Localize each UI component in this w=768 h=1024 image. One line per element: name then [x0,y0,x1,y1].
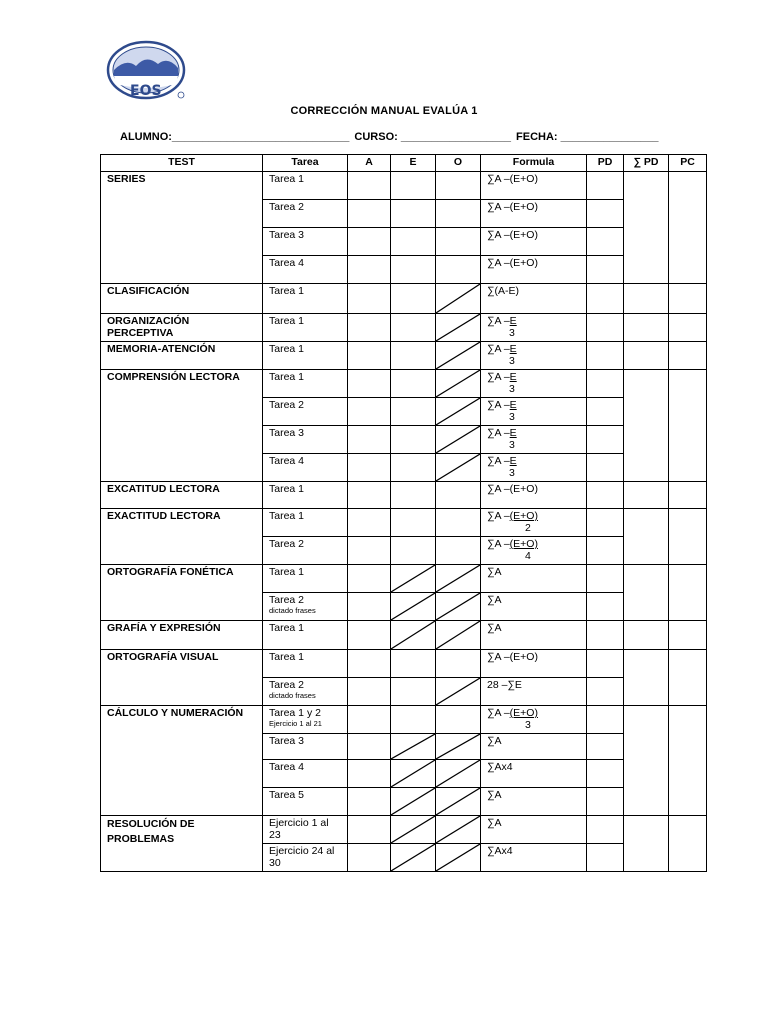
cell-a[interactable] [348,844,391,872]
diagonal-slash [391,844,435,871]
table-row [101,509,707,537]
test-name: MEMORIA-ATENCIÓN [101,342,263,370]
formula: ∑A –(E+O) [481,650,587,678]
task-name: Tarea 1 [263,370,348,398]
cell-a[interactable] [348,816,391,844]
formula: ∑A [481,734,587,760]
cell-e-crossed [391,816,436,844]
cell-e-crossed [391,734,436,760]
cell-pd[interactable] [587,314,624,342]
table-row [101,370,707,398]
formula: ∑A –E 3 [481,342,587,370]
cell-pc[interactable] [669,482,707,509]
cell-e-crossed [391,565,436,593]
cell-pd[interactable] [587,706,624,734]
cell-pd[interactable] [587,650,624,678]
diagonal-slash [436,314,480,341]
cell-e-crossed [391,844,436,872]
cell-sum-pd[interactable] [624,621,669,650]
test-name: GRAFÍA Y EXPRESIÓN [101,621,263,650]
formula: ∑A [481,816,587,844]
cell-pd[interactable] [587,482,624,509]
cell-pd[interactable] [587,844,624,872]
task-name: Tarea 1 [263,482,348,509]
cell-a[interactable] [348,678,391,706]
formula: ∑A –E 3 [481,370,587,398]
correction-table [100,154,707,872]
task-name: Tarea 1 [263,509,348,537]
cell-pc[interactable] [669,565,707,621]
cell-o-crossed [436,454,481,482]
diagonal-slash [436,342,480,369]
table-row [101,284,707,314]
cell-pd[interactable] [587,284,624,314]
cell-pd[interactable] [587,593,624,621]
cell-sum-pd[interactable] [624,314,669,342]
task-name: Tarea 1 [263,565,348,593]
cell-o-crossed [436,621,481,650]
cell-o[interactable] [436,256,481,284]
task-name: Tarea 3 [263,228,348,256]
table-row [101,172,707,200]
cell-e[interactable] [391,342,436,370]
cell-pd[interactable] [587,678,624,706]
formula: ∑Ax4 [481,760,587,788]
cell-o[interactable] [436,650,481,678]
table-row [101,482,707,509]
formula: ∑A –E 3 [481,426,587,454]
student-info-line [120,131,661,143]
col-header-formula: Formula [481,155,587,172]
cell-o-crossed [436,816,481,844]
cell-o-crossed [436,398,481,426]
cell-e[interactable] [391,228,436,256]
col-header-pc: PC [669,155,707,172]
cell-a[interactable] [348,706,391,734]
cell-sum-pd[interactable] [624,482,669,509]
formula: ∑A [481,593,587,621]
cell-a[interactable] [348,734,391,760]
cell-pd[interactable] [587,565,624,593]
diagonal-slash [391,621,435,649]
cell-e[interactable] [391,370,436,398]
formula: ∑A –(E+O) [481,228,587,256]
diagonal-slash [391,788,435,815]
cell-pc[interactable] [669,314,707,342]
alumno-field[interactable]: ALUMNO:_____________________________ [120,131,350,143]
cell-o-crossed [436,426,481,454]
cell-o-crossed [436,284,481,314]
test-name: ORTOGRAFÍA FONÉTICA [101,565,263,621]
cell-a[interactable] [348,200,391,228]
cell-o-crossed [436,593,481,621]
formula: ∑A [481,621,587,650]
task-subtitle: dictado frases [269,691,316,700]
col-header-sum-pd: ∑ PD [624,155,669,172]
test-name: ORGANIZACIÓN PERCEPTIVA [101,314,263,342]
diagonal-slash [436,816,480,843]
task-name: Tarea 5 [263,788,348,816]
test-name: RESOLUCIÓN DE PROBLEMAS [101,816,263,872]
task-name: Tarea 3 [263,426,348,454]
task-name: Tarea 4 [263,256,348,284]
cell-e[interactable] [391,284,436,314]
eos-logo [106,40,190,106]
cell-e[interactable] [391,314,436,342]
formula: ∑A [481,788,587,816]
cell-a[interactable] [348,760,391,788]
diagonal-slash [436,844,480,871]
curso-field[interactable]: CURSO: __________________ [354,131,511,143]
task-subtitle: Ejercicio 1 al 21 [269,719,322,728]
task-name: Tarea 1 [263,284,348,314]
diagonal-slash [436,370,480,397]
cell-a[interactable] [348,509,391,537]
table-row [101,314,707,342]
table-header-row [101,155,707,172]
table-row [101,816,707,844]
formula: ∑A –(E+O) [481,482,587,509]
cell-o[interactable] [436,228,481,256]
task-name: Ejercicio 24 al 30 [263,844,348,872]
cell-pc[interactable] [669,650,707,706]
table-row [101,650,707,678]
cell-e-crossed [391,593,436,621]
task-name: Tarea 1 [263,650,348,678]
svg-text:EOS: EOS [130,83,162,99]
formula: ∑A –(E+O) [481,256,587,284]
cell-a[interactable] [348,426,391,454]
cell-e[interactable] [391,678,436,706]
cell-a[interactable] [348,593,391,621]
cell-o-crossed [436,314,481,342]
formula: ∑A –(E+O) [481,200,587,228]
task-name: Tarea 1 [263,172,348,200]
task-name: Tarea 1 y 2 Ejercicio 1 al 21 [263,706,348,734]
fecha-field[interactable]: FECHA: ________________ [516,131,659,143]
diagonal-slash [391,565,435,592]
cell-e[interactable] [391,200,436,228]
cell-pd[interactable] [587,760,624,788]
cell-sum-pd[interactable] [624,509,669,565]
col-header-tarea: Tarea [263,155,348,172]
task-name: Tarea 3 [263,734,348,760]
cell-pc[interactable] [669,706,707,816]
table-row [101,565,707,593]
cell-e-crossed [391,788,436,816]
cell-sum-pd[interactable] [624,342,669,370]
diagonal-slash [436,734,480,759]
diagonal-slash [436,454,480,481]
cell-pd[interactable] [587,370,624,398]
diagonal-slash [436,593,480,620]
cell-e[interactable] [391,482,436,509]
col-header-a: A [348,155,391,172]
cell-a[interactable] [348,342,391,370]
diagonal-slash [436,760,480,787]
cell-o-crossed [436,844,481,872]
task-name: Tarea 2 [263,200,348,228]
diagonal-slash [391,760,435,787]
cell-sum-pd[interactable] [624,650,669,706]
formula: ∑Ax4 [481,844,587,872]
cell-e[interactable] [391,650,436,678]
cell-a[interactable] [348,650,391,678]
cell-a[interactable] [348,482,391,509]
cell-pd[interactable] [587,228,624,256]
diagonal-slash [391,816,435,843]
table-row [101,342,707,370]
test-name: ORTOGRAFÍA VISUAL [101,650,263,706]
cell-pc[interactable] [669,172,707,284]
cell-pd[interactable] [587,426,624,454]
cell-a[interactable] [348,398,391,426]
cell-a[interactable] [348,537,391,565]
table-row [101,621,707,650]
formula: ∑A –E 3 [481,398,587,426]
cell-sum-pd[interactable] [624,284,669,314]
cell-pd[interactable] [587,621,624,650]
formula: ∑A –(E+O) 2 [481,509,587,537]
cell-sum-pd[interactable] [624,816,669,872]
test-name: EXCATITUD LECTORA [101,482,263,509]
cell-a[interactable] [348,621,391,650]
task-name: Tarea 1 [263,342,348,370]
cell-a[interactable] [348,172,391,200]
cell-e[interactable] [391,172,436,200]
cell-a[interactable] [348,565,391,593]
task-name: Ejercicio 1 al 23 [263,816,348,844]
test-name: EXACTITUD LECTORA [101,509,263,565]
col-header-o: O [436,155,481,172]
cell-o-crossed [436,788,481,816]
cell-e[interactable] [391,256,436,284]
diagonal-slash [436,426,480,453]
cell-pd[interactable] [587,342,624,370]
cell-o[interactable] [436,200,481,228]
cell-a[interactable] [348,256,391,284]
diagonal-slash [436,565,480,592]
diagonal-slash [436,621,480,649]
task-name: Tarea 1 [263,314,348,342]
cell-o[interactable] [436,706,481,734]
cell-pd[interactable] [587,398,624,426]
cell-pd[interactable] [587,734,624,760]
diagonal-slash [436,284,480,313]
cell-pc[interactable] [669,509,707,565]
formula: ∑A –(E+O) 3 [481,706,587,734]
cell-pd[interactable] [587,816,624,844]
cell-e[interactable] [391,398,436,426]
cell-pd[interactable] [587,454,624,482]
test-name: CÁLCULO Y NUMERACIÓN [101,706,263,816]
diagonal-slash [436,398,480,425]
cell-o-crossed [436,370,481,398]
cell-o-crossed [436,342,481,370]
cell-pd[interactable] [587,788,624,816]
task-name: Tarea 2 dictado frases [263,678,348,706]
test-name: SERIES [101,172,263,284]
diagonal-slash [391,734,435,759]
task-subtitle: dictado frases [269,606,316,615]
cell-o[interactable] [436,172,481,200]
task-name: Tarea 4 [263,454,348,482]
document-title: CORRECCIÓN MANUAL EVALÚA 1 [290,105,478,117]
cell-pc[interactable] [669,284,707,314]
task-name: Tarea 4 [263,760,348,788]
cell-e[interactable] [391,537,436,565]
cell-a[interactable] [348,370,391,398]
cell-o-crossed [436,734,481,760]
cell-e[interactable] [391,426,436,454]
cell-a[interactable] [348,228,391,256]
cell-pd[interactable] [587,537,624,565]
cell-pc[interactable] [669,621,707,650]
test-name: CLASIFICACIÓN [101,284,263,314]
formula: ∑A –(E+O) [481,172,587,200]
cell-pd[interactable] [587,200,624,228]
formula: ∑A [481,565,587,593]
cell-pd[interactable] [587,256,624,284]
cell-pc[interactable] [669,816,707,872]
cell-o-crossed [436,678,481,706]
cell-o-crossed [436,760,481,788]
cell-o-crossed [436,565,481,593]
task-name: Tarea 2 [263,537,348,565]
cell-pc[interactable] [669,342,707,370]
cell-e[interactable] [391,509,436,537]
formula: ∑A –(E+O) 4 [481,537,587,565]
col-header-e: E [391,155,436,172]
cell-a[interactable] [348,314,391,342]
cell-e[interactable] [391,706,436,734]
cell-pd[interactable] [587,172,624,200]
cell-o[interactable] [436,482,481,509]
table-row [101,706,707,734]
formula: 28 –∑E [481,678,587,706]
diagonal-slash [436,788,480,815]
task-name: Tarea 1 [263,621,348,650]
formula: ∑A –E 3 [481,454,587,482]
cell-a[interactable] [348,454,391,482]
task-name: Tarea 2 dictado frases [263,593,348,621]
col-header-pd: PD [587,155,624,172]
cell-sum-pd[interactable] [624,706,669,816]
cell-e-crossed [391,621,436,650]
formula: ∑(A-E) [481,284,587,314]
cell-sum-pd[interactable] [624,172,669,284]
diagonal-slash [391,593,435,620]
cell-e-crossed [391,760,436,788]
cell-a[interactable] [348,284,391,314]
test-name: COMPRENSIÓN LECTORA [101,370,263,482]
cell-o[interactable] [436,537,481,565]
cell-a[interactable] [348,788,391,816]
formula: ∑A –E 3 [481,314,587,342]
cell-e[interactable] [391,454,436,482]
diagonal-slash [436,678,480,705]
cell-sum-pd[interactable] [624,565,669,621]
cell-pc[interactable] [669,370,707,482]
cell-sum-pd[interactable] [624,370,669,482]
cell-pd[interactable] [587,509,624,537]
task-name: Tarea 2 [263,398,348,426]
col-header-test: TEST [101,155,263,172]
cell-o[interactable] [436,509,481,537]
